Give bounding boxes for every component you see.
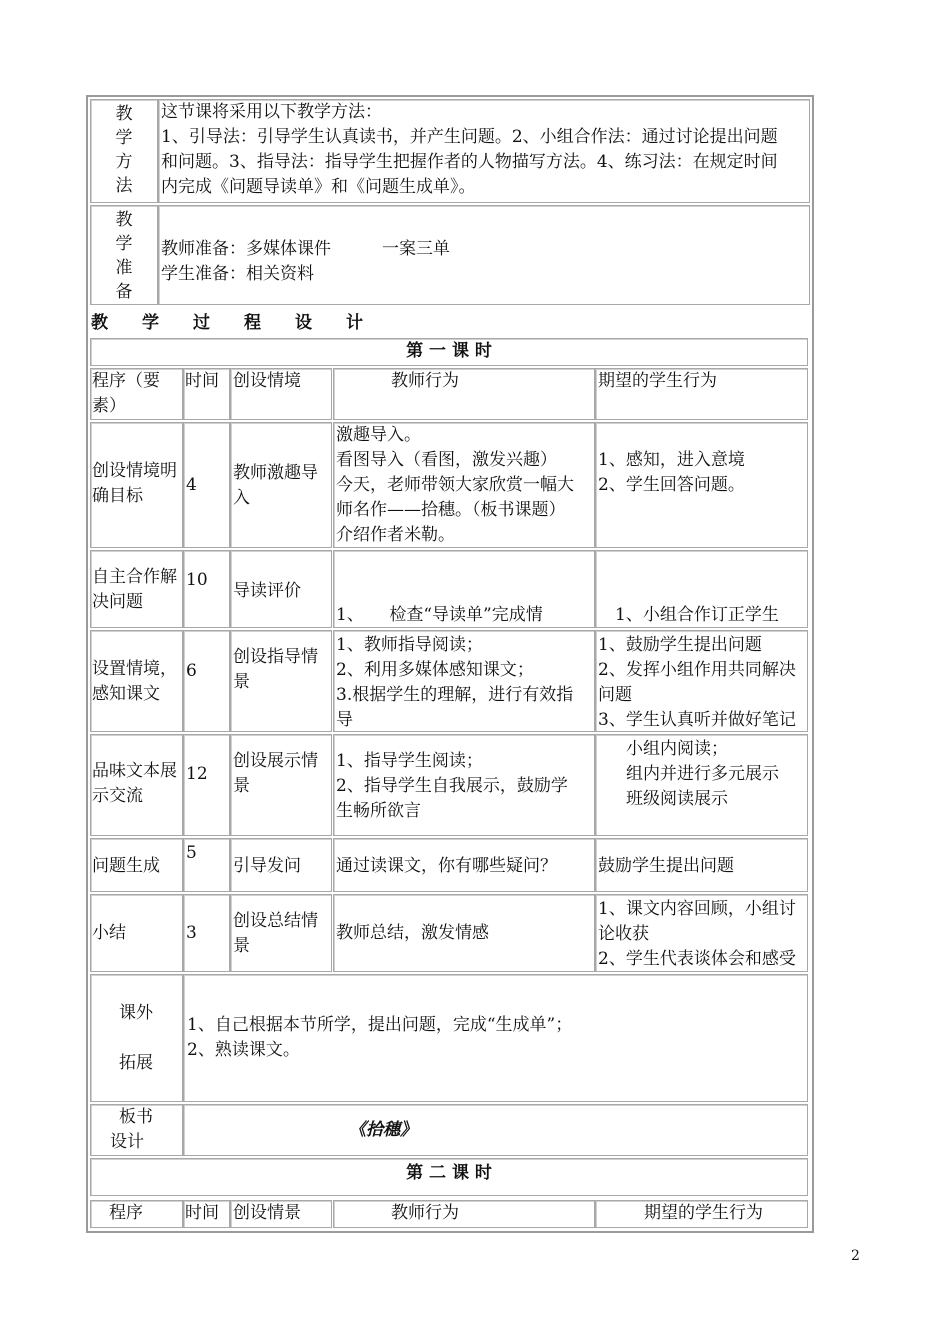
row4-program: 品味文本展示交流	[90, 734, 183, 836]
extension-line: 2、熟读课文。	[187, 1040, 300, 1060]
row6-time: 3	[183, 894, 230, 972]
board-content-cell	[183, 1104, 808, 1156]
prep-label-char: 教	[115, 210, 133, 230]
page-number: 2	[851, 1248, 860, 1264]
prep-label-cell	[90, 205, 158, 305]
header-program: 程序（要素）	[90, 368, 183, 420]
method-label-char: 法	[115, 176, 133, 196]
row6-program: 小结	[90, 894, 183, 972]
row6-scene: 创设总结情景	[230, 894, 332, 972]
row5-student: 鼓励学生提出问题	[595, 838, 808, 892]
row2-student: 1、小组合作订正学生	[595, 550, 808, 628]
row3-student: 1、鼓励学生提出问题 2、发挥小组作用共同解决 问题 3、学生认真听并做好笔记	[595, 630, 808, 732]
prep-teacher: 教师准备：多媒体课件 一案三单	[161, 239, 450, 259]
header-teacher: 教师行为	[333, 368, 595, 420]
extension-content-cell	[183, 974, 808, 1102]
board-label-bottom: 设计	[110, 1132, 144, 1152]
lesson2-title: 第 二 课 时	[406, 1163, 492, 1183]
extension-label-bottom: 拓展	[119, 1053, 153, 1073]
board-label-top: 板书	[119, 1107, 153, 1127]
prep-label-char: 准	[115, 258, 133, 278]
board-title: 《拾穗》	[349, 1120, 417, 1140]
row4-scene: 创设展示情景	[230, 734, 332, 836]
l2-header-program: 程序	[90, 1200, 183, 1228]
row3-teacher: 1、教师指导阅读； 2、利用多媒体感知课文； 3.根据学生的理解，进行有效指 导	[333, 630, 595, 732]
method-line: 这节课将采用以下教学方法：	[161, 102, 382, 122]
row1-teacher: 激趣导入。 看图导入（看图，激发兴趣） 今天，老师带领大家欣赏一幅大 师名作——拾穗。（板书课题） 介绍作者米勒。	[333, 422, 595, 548]
method-line: 1、引导法：引导学生认真读书，并产生问题。2、小组合作法：通过讨论提出问题	[161, 127, 778, 147]
row1-program: 创设情境明确目标	[90, 422, 183, 548]
row3-time: 6	[183, 630, 230, 732]
extension-label-cell	[90, 974, 183, 1102]
row4-time: 12	[183, 734, 230, 836]
prep-label-char: 学	[115, 234, 133, 254]
prep-label-char: 备	[115, 282, 133, 302]
header-student: 期望的学生行为	[595, 368, 808, 420]
method-content-cell	[158, 99, 810, 203]
row4-teacher: 1、指导学生阅读； 2、指导学生自我展示，鼓励学 生畅所欲言	[333, 734, 595, 836]
l2-header-student: 期望的学生行为	[595, 1200, 808, 1228]
row5-program: 问题生成	[90, 838, 183, 892]
method-label-char: 教	[115, 104, 133, 124]
prep-student: 学生准备：相关资料	[161, 264, 314, 284]
row3-program: 设置情境，感知课文	[90, 630, 183, 732]
method-line: 和问题。3、指导法：指导学生把握作者的人物描写方法。4、练习法：在规定时间	[161, 152, 778, 172]
row2-time: 10	[183, 550, 230, 628]
header-time: 时间	[183, 368, 230, 420]
extension-line: 1、自己根据本节所学，提出问题，完成“生成单”；	[187, 1015, 573, 1035]
row2-scene: 导读评价	[230, 550, 332, 628]
l2-header-time: 时间	[183, 1200, 230, 1228]
row1-scene: 教师激趣导入	[230, 422, 332, 548]
l2-header-teacher: 教师行为	[333, 1200, 595, 1228]
header-scene: 创设情境	[230, 368, 332, 420]
row5-scene: 引导发问	[230, 838, 332, 892]
board-label-cell	[90, 1104, 183, 1156]
row5-teacher: 通过读课文，你有哪些疑问？	[333, 838, 595, 892]
method-label-cell	[90, 99, 158, 203]
lesson1-title-cell	[90, 338, 808, 366]
lesson1-title: 第 一 课 时	[406, 341, 492, 361]
method-line: 内完成《问题导读单》和《问题生成单》。	[161, 177, 476, 197]
method-label-char: 方	[115, 152, 133, 172]
row2-teacher: 1、 检查“导读单”完成情	[333, 550, 595, 628]
row6-student: 1、课文内容回顾，小组讨 论收获 2、学生代表谈体会和感受	[595, 894, 808, 972]
prep-content-cell	[158, 205, 810, 305]
process-title: 教 学 过 程 设 计	[91, 313, 363, 333]
row2-program: 自主合作解决问题	[90, 550, 183, 628]
row1-time: 4	[183, 422, 230, 548]
row4-student: 小组内阅读； 组内并进行多元展示 班级阅读展示	[595, 734, 808, 836]
l2-header-scene: 创设情景	[230, 1200, 332, 1228]
lesson2-title-cell	[90, 1158, 808, 1196]
row3-scene: 创设指导情景	[230, 630, 332, 732]
row6-teacher: 教师总结，激发情感	[333, 894, 595, 972]
extension-label-top: 课外	[119, 1003, 153, 1023]
method-label-char: 学	[115, 128, 133, 148]
row5-time: 5	[183, 838, 230, 892]
row1-student: 1、感知，进入意境 2、学生回答问题。	[595, 422, 808, 548]
